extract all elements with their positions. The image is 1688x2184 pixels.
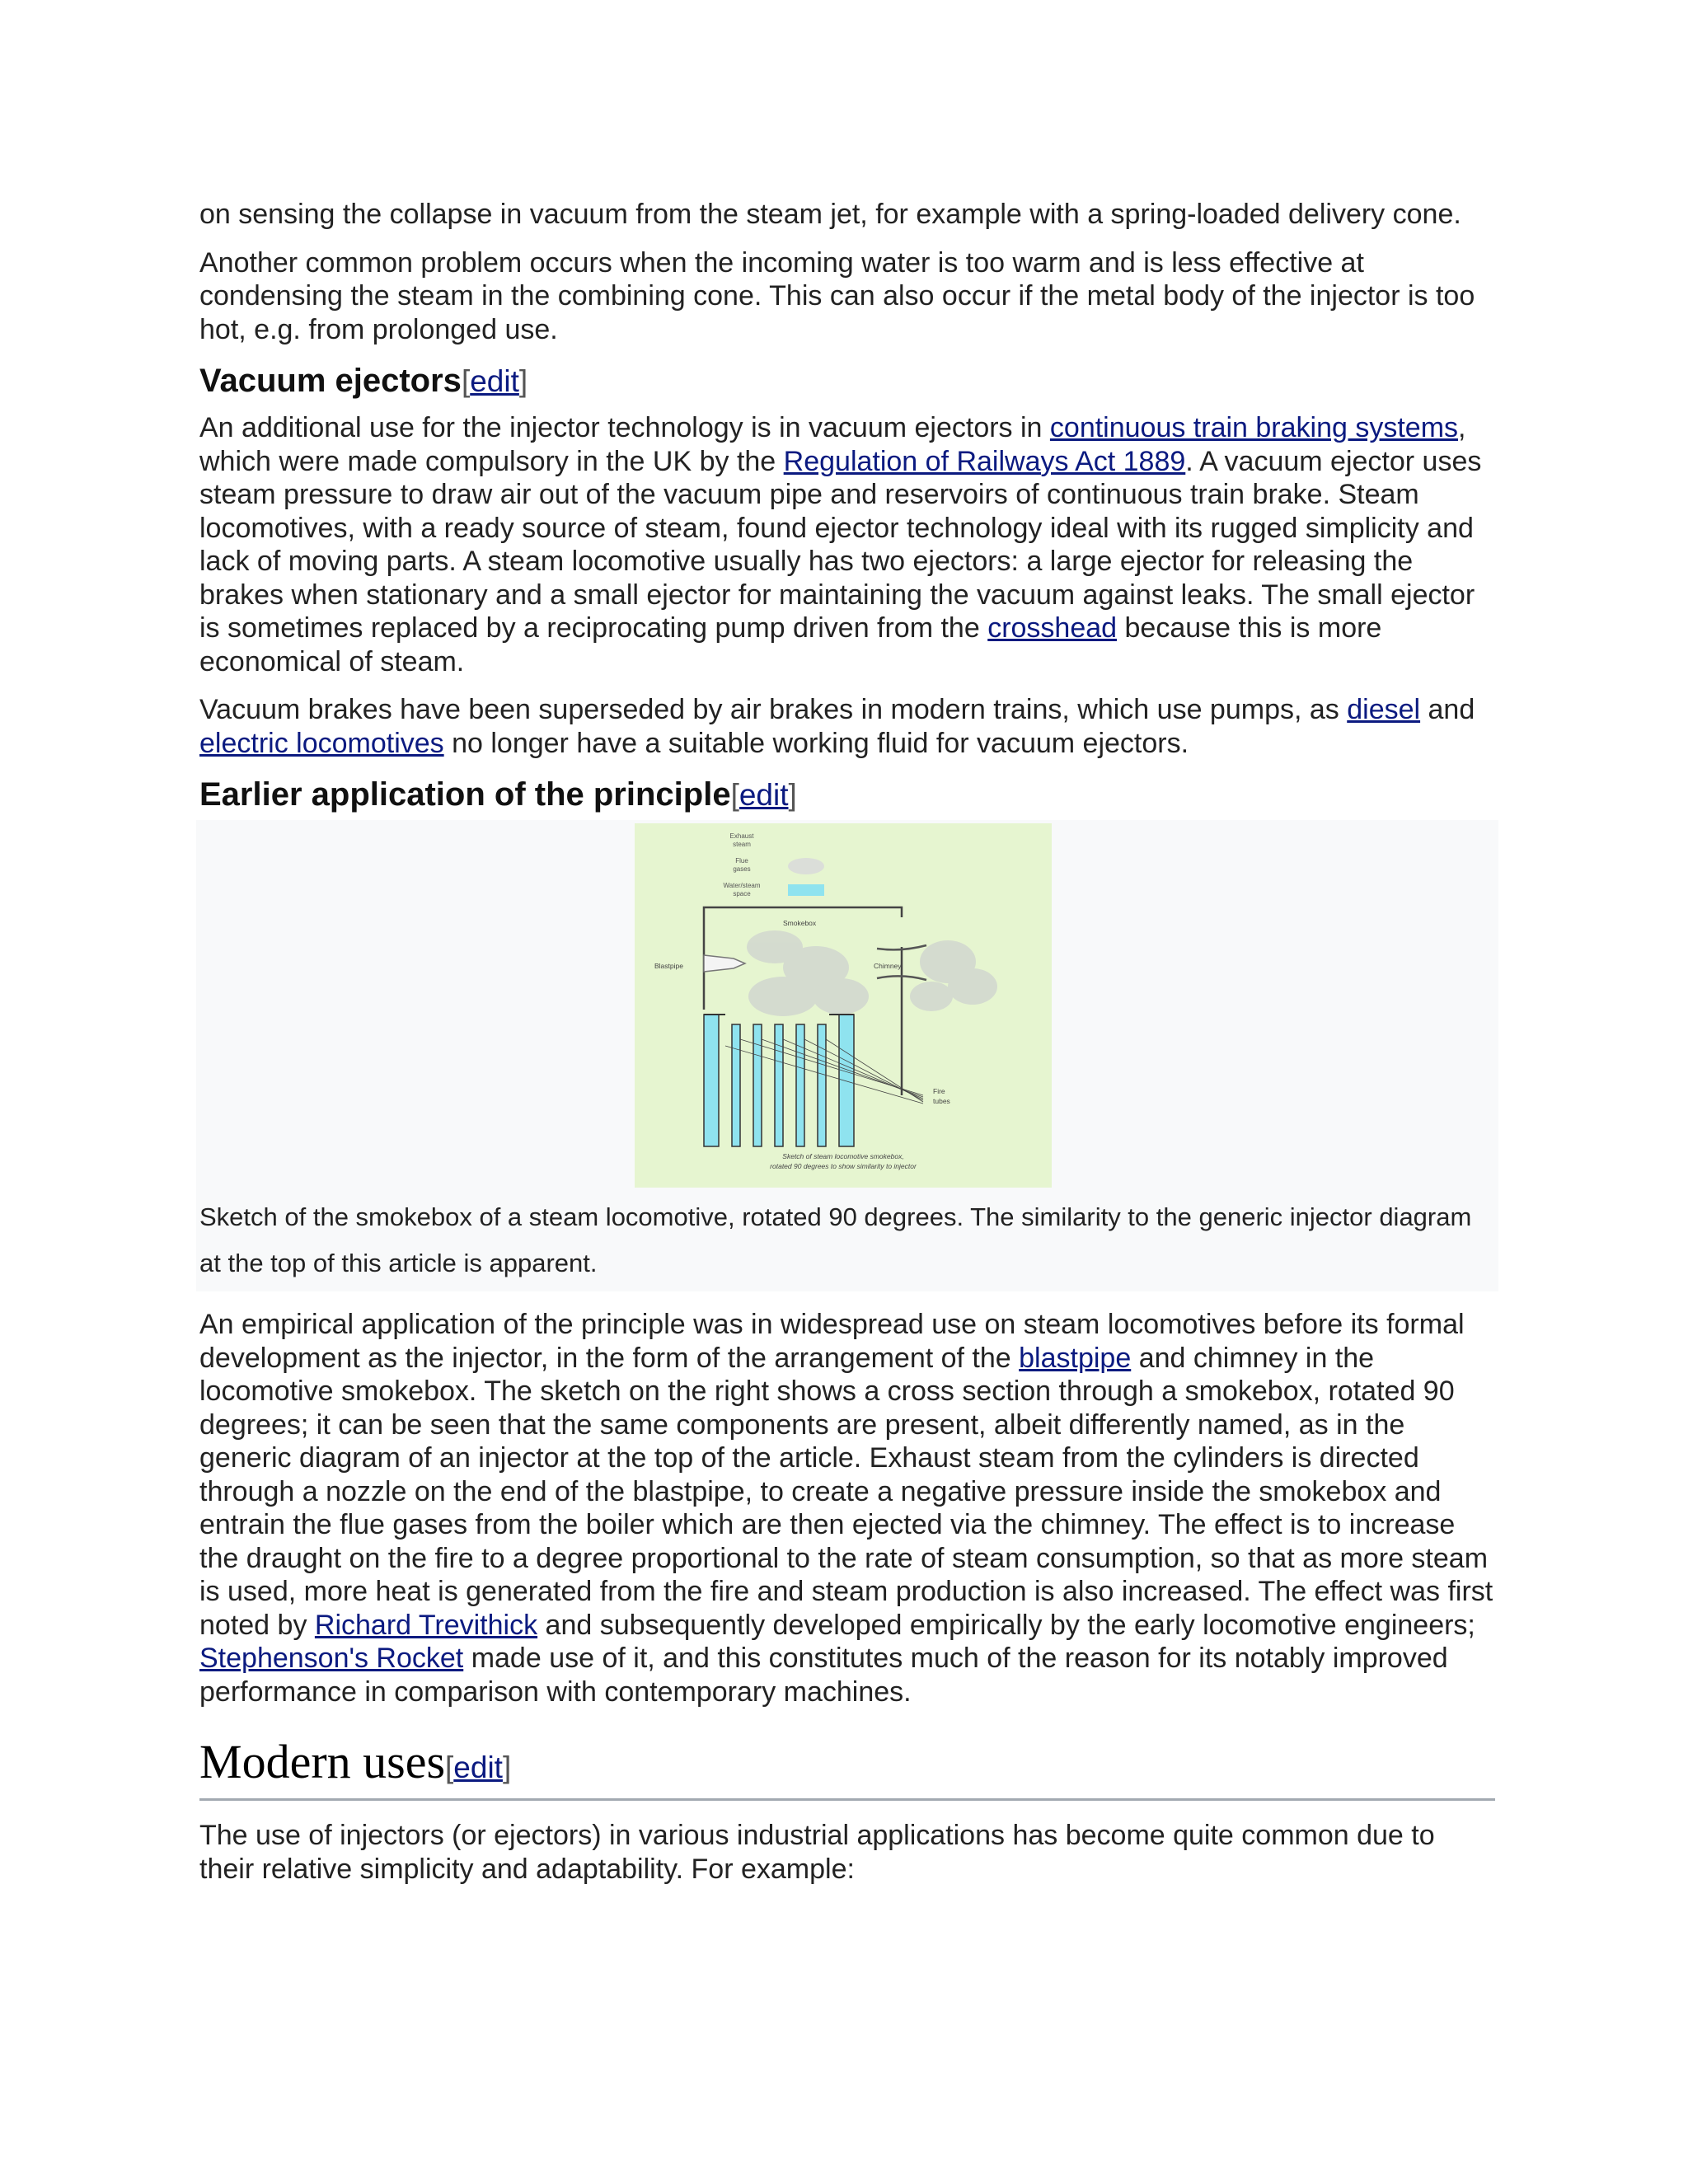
edit-bracket: [edit]	[730, 778, 797, 812]
heading-earlier-application	[199, 775, 1495, 815]
paragraph-warm-water: Another common problem occurs when the incoming water is too warm and is less effective at condensing the steam in the combining cone. This can also occur if the metal body of the injector is too hot, e.g. from prolonged use.	[199, 246, 1475, 345]
label-sketch-2: rotated 90 degrees to show similarity to injector	[770, 1162, 917, 1170]
link-crosshead[interactable]: crosshead	[987, 612, 1118, 644]
figure-caption: Sketch of the smokebox of a steam locomotive, rotated 90 degrees. The similarity to the generic injector diagram at the top of this article is apparent.	[199, 1202, 1472, 1277]
edit-link-vacuum-ejectors[interactable]: edit	[470, 364, 519, 398]
text: An empirical application of the principle was in widespread use on steam locomotives before its formal development as the injector, in the form of the arrangement of the	[199, 1309, 1465, 1374]
text: . A vacuum ejector uses steam pressure to draw air out of the vacuum pipe and reservoirs of continuous train brake. Steam locomotives, with a ready source of steam, found ejector technology ideal with its rugged simplicity and lack of moving parts. A steam locomotive usually has two ejectors: a large ejector for releasing the brakes when stationary and a small ejector for maintaining the vacuum against leaks. The small ejector is sometimes replaced by a reciprocating pump driven from the	[199, 445, 1482, 644]
link-electric-locomotives[interactable]: electric locomotives	[199, 727, 444, 759]
text: and subsequently developed empirically by the early locomotive engineers;	[537, 1609, 1475, 1641]
text: , which were made compulsory in the UK by the	[199, 412, 1466, 477]
paragraph-vacuum-brakes	[199, 693, 1495, 760]
heading-modern-uses	[199, 1733, 1495, 1801]
paragraph-empirical-application	[199, 1308, 1495, 1708]
link-diesel[interactable]: diesel	[1347, 694, 1421, 725]
label-flue-1: Flue	[735, 857, 748, 865]
link-continuous-train-braking[interactable]: continuous train braking systems	[1049, 412, 1459, 443]
text: Vacuum brakes have been superseded by air brakes in modern trains, which use pumps, as	[199, 694, 1348, 725]
edit-bracket: [edit]	[445, 1750, 512, 1784]
smokebox-figure	[196, 820, 1498, 1291]
paragraph-vacuum-ejectors	[199, 411, 1495, 678]
label-flue-2: gases	[733, 865, 751, 873]
heading-text: Earlier application of the principle	[199, 776, 731, 813]
link-stephensons-rocket[interactable]: Stephenson's Rocket	[199, 1643, 464, 1674]
label-sketch-1: Sketch of steam locomotive smokebox,	[782, 1152, 904, 1160]
text: because this is more economical of steam.	[199, 612, 1382, 677]
text: An additional use for the injector technology is in vacuum ejectors in	[199, 412, 1050, 443]
label-chimney: Chimney	[874, 962, 902, 970]
label-water-2: space	[733, 890, 751, 898]
edit-link-modern-uses[interactable]: edit	[453, 1750, 503, 1784]
label-smokebox: Smokebox	[783, 919, 817, 927]
link-blastpipe[interactable]: blastpipe	[1019, 1342, 1132, 1374]
text: and	[1420, 694, 1475, 725]
text: no longer have a suitable working fluid for vacuum ejectors.	[443, 727, 1189, 759]
label-exhaust-1: Exhaust	[729, 832, 754, 840]
smokebox-diagram[interactable]	[635, 823, 1052, 1188]
paragraph-modern-uses: The use of injectors (or ejectors) in various industrial applications has become quite common due to their relative simplicity and adaptability. For example:	[199, 1820, 1435, 1885]
label-fire-2: tubes	[933, 1097, 950, 1105]
text: and chimney in the locomotive smokebox. The sketch on the right shows a cross section through a smokebox, rotated 90 degrees; it can be seen that the same components are present, albeit differently named, as in the generic diagram of an injector at the top of the article. Exhaust steam from the cylinders is directed through a nozzle on the end of the blastpipe, to create a negative pressure inside the smokebox and entrain the flue gases from the boiler which are then ejected via the chimney. The effect is to increase the draught on the fire to a degree proportional to the rate of steam consumption, so that as more steam is used, more heat is generated from the fire and steam production is also increased. The effect was first noted by	[199, 1342, 1493, 1641]
heading-vacuum-ejectors	[199, 361, 1495, 401]
text: made use of it, and this constitutes much of the reason for its notably improved performance in comparison with contemporary machines.	[199, 1643, 1448, 1708]
edit-link-earlier-application[interactable]: edit	[738, 778, 789, 812]
label-blastpipe: Blastpipe	[654, 962, 683, 970]
water-space-swatch	[788, 884, 824, 896]
flue-gas-swatch	[788, 858, 824, 874]
paragraph-injector-failure: on sensing the collapse in vacuum from the steam jet, for example with a spring-loaded delivery cone.	[199, 199, 1461, 230]
label-water-1: Water/steam	[723, 882, 761, 889]
heading-text: Vacuum ejectors	[199, 363, 462, 399]
article-body	[199, 198, 1495, 1900]
link-regulation-of-railways-act[interactable]: Regulation of Railways Act 1889	[783, 445, 1186, 477]
label-exhaust-2: steam	[733, 841, 751, 848]
edit-bracket: [edit]	[461, 364, 528, 398]
link-richard-trevithick[interactable]: Richard Trevithick	[314, 1609, 538, 1641]
heading-text: Modern uses	[199, 1735, 446, 1788]
label-fire-1: Fire	[933, 1087, 945, 1095]
